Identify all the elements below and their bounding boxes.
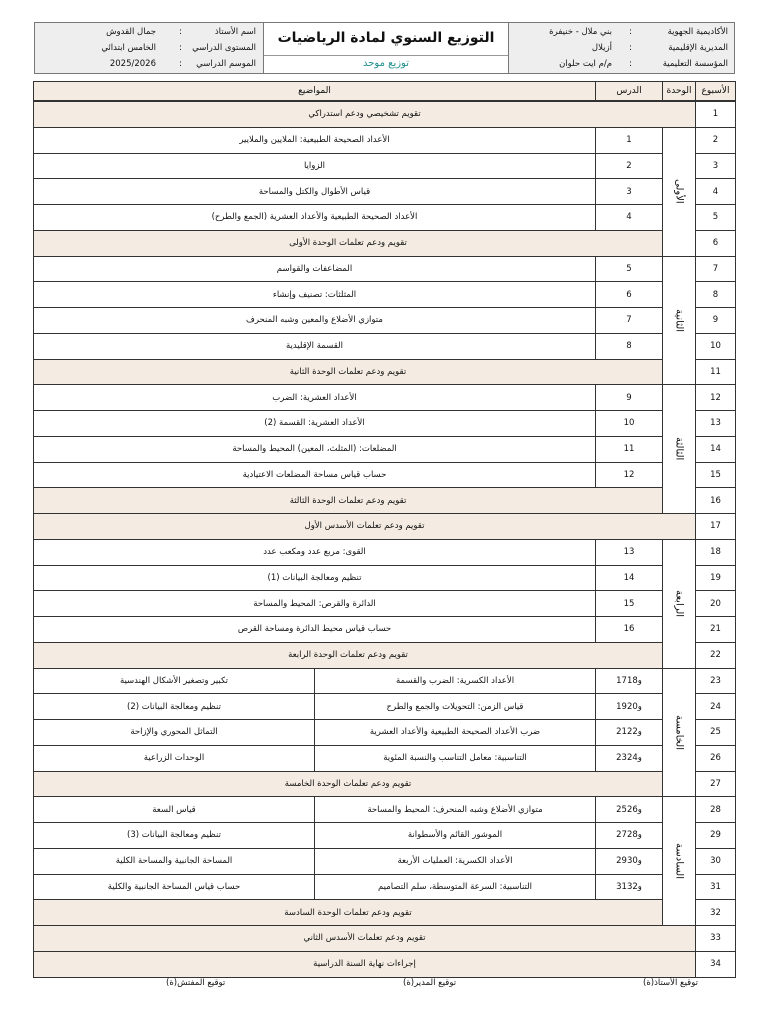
- lesson-topic-b: تنظيم ومعالجة البيانات (3): [33, 822, 315, 849]
- week-number: 22: [695, 642, 736, 669]
- header-teacher-value: [106, 24, 156, 40]
- lesson-topic-a: الأعداد الكسرية: العمليات الأربعة: [314, 848, 596, 875]
- lesson-topic: الزوايا: [33, 153, 596, 180]
- lesson-topic: المضلعات: (المثلث، المعين) المحيط والمساحة: [33, 436, 596, 463]
- level-value: الخامس ابتدائي: [101, 43, 156, 53]
- lesson-number: 15: [595, 590, 663, 617]
- header-academy-row: [668, 24, 728, 40]
- lesson-topic: الأعداد الصحيحة الطبيعية: الملايين والملايير: [33, 127, 596, 154]
- week-number: 11: [695, 359, 736, 386]
- header-title-box: [263, 23, 509, 73]
- week-number: 5: [695, 204, 736, 231]
- week-number: 7: [695, 256, 736, 283]
- unit-label: [662, 796, 696, 926]
- evaluation-row: تقويم ودعم تعلمات الأسدس الثاني: [33, 925, 696, 952]
- lesson-number: 6: [595, 281, 663, 308]
- lesson-number: 19و20: [595, 693, 663, 720]
- week-number: 1: [695, 101, 736, 128]
- directorate-sep: :: [629, 43, 632, 53]
- evaluation-row: تقويم ودعم تعلمات الوحدة الخامسة: [33, 771, 663, 798]
- lesson-topic: تنظيم ومعالجة البيانات (1): [33, 565, 596, 592]
- header-unit: الوحدة: [662, 81, 696, 101]
- week-number: 4: [695, 178, 736, 205]
- unit-label-text: الأولى: [673, 179, 685, 204]
- header-directorate-value: [592, 40, 612, 56]
- lesson-number: 10: [595, 410, 663, 437]
- lesson-number: 9: [595, 384, 663, 411]
- week-number: 13: [695, 410, 736, 437]
- week-number: 9: [695, 307, 736, 334]
- lesson-number: 17و18: [595, 668, 663, 695]
- header-topics: المواضيع: [33, 81, 596, 101]
- teacher-value: جمال القدوش: [106, 27, 156, 37]
- lesson-number: 3: [595, 178, 663, 205]
- week-number: 19: [695, 565, 736, 592]
- lesson-number: 11: [595, 436, 663, 463]
- unit-label: [662, 384, 696, 514]
- week-number: 24: [695, 693, 736, 720]
- academy-sep: :: [629, 27, 632, 37]
- header-directorate-sep: [629, 40, 632, 56]
- lesson-topic-b: حساب قياس المساحة الجانبية والكلية: [33, 874, 315, 901]
- teacher-sep: :: [179, 27, 182, 37]
- lesson-topic-a: قياس الزمن: التحويلات والجمع والطرح: [314, 693, 596, 720]
- lesson-topic: الأعداد العشرية: القسمة (2): [33, 410, 596, 437]
- week-number: 28: [695, 796, 736, 823]
- unit-label: [662, 539, 696, 669]
- lesson-topic-b: المساحة الجانبية والمساحة الكلية: [33, 848, 315, 875]
- evaluation-row: تقويم ودعم تعلمات الوحدة السادسة: [33, 899, 663, 926]
- academy-value: بني ملال - خنيفرة: [549, 27, 612, 37]
- lesson-number: 25و26: [595, 796, 663, 823]
- lesson-number: 16: [595, 616, 663, 643]
- lesson-topic-a: الأعداد الكسرية: الضرب والقسمة: [314, 668, 596, 695]
- header-week: الأسبوع: [695, 81, 736, 101]
- unit-label-text: الثانية: [673, 308, 685, 332]
- lesson-number: 2: [595, 153, 663, 180]
- week-number: 18: [695, 539, 736, 566]
- page-subtitle: توزيع موحد: [264, 55, 508, 72]
- header-teacher-info: [35, 23, 262, 73]
- lesson-topic: القسمة الإقليدية: [33, 333, 596, 360]
- header-teacher-sep: [179, 24, 182, 40]
- directorate-value: أزيلال: [591, 43, 612, 53]
- academy-label: الأكاديمية الجهوية: [667, 27, 728, 37]
- document-header: [34, 22, 735, 74]
- lesson-topic-a: ضرب الأعداد الصحيحة الطبيعية والأعداد العشرية: [314, 719, 596, 746]
- lesson-topic-b: قياس السعة: [33, 796, 315, 823]
- header-academy-sep: [629, 24, 632, 40]
- header-lesson: الدرس: [595, 81, 663, 101]
- lesson-topic-b: التماثل المحوري والإزاحة: [33, 719, 315, 746]
- lesson-number: 7: [595, 307, 663, 334]
- week-number: 29: [695, 822, 736, 849]
- level-label: المستوى الدراسي: [192, 43, 256, 53]
- level-sep: :: [179, 43, 182, 53]
- unit-label: [662, 256, 696, 386]
- lesson-topic-a: متوازي الأضلاع وشبه المنحرف: المحيط والمساحة: [314, 796, 596, 823]
- week-number: 31: [695, 874, 736, 901]
- unit-label-text: الرابعة: [673, 590, 685, 618]
- lesson-topic-b: الوحدات الزراعية: [33, 745, 315, 772]
- lesson-topic: قياس الأطوال والكتل والمساحة: [33, 178, 596, 205]
- lesson-topic: القوى: مربع عدد ومكعب عدد: [33, 539, 596, 566]
- lesson-number: 8: [595, 333, 663, 360]
- unit-label-text: الثالثة: [673, 437, 685, 461]
- distribution-table: [33, 81, 736, 972]
- week-number: 25: [695, 719, 736, 746]
- header-school-row: [663, 56, 728, 72]
- unit-label-text: الخامسة: [673, 714, 685, 750]
- header-school-sep: [629, 56, 632, 72]
- lesson-number: 12: [595, 462, 663, 489]
- week-number: 2: [695, 127, 736, 154]
- signature-inspector: توقيع المفتش(ة): [166, 978, 226, 988]
- header-year-sep: [179, 56, 182, 72]
- page-title: التوزيع السنوي لمادة الرياضيات: [277, 30, 495, 46]
- week-number: 27: [695, 771, 736, 798]
- unit-label-text: السادسة: [673, 843, 685, 880]
- evaluation-row: إجراءات نهاية السنة الدراسية: [33, 951, 696, 978]
- evaluation-row: تقويم ودعم تعلمات الوحدة الثالثة: [33, 487, 663, 514]
- lesson-topic: متوازي الأضلاع والمعين وشبه المنحرف: [33, 307, 596, 334]
- week-number: 16: [695, 487, 736, 514]
- teacher-label: اسم الأستاذ: [214, 27, 256, 37]
- week-number: 14: [695, 436, 736, 463]
- week-number: 33: [695, 925, 736, 952]
- week-number: 15: [695, 462, 736, 489]
- header-institution-info: [507, 23, 734, 73]
- lesson-number: 1: [595, 127, 663, 154]
- lesson-topic: الأعداد العشرية: الضرب: [33, 384, 596, 411]
- school-value: م/م ايت حلوان: [559, 59, 612, 69]
- lesson-topic-b: تنظيم ومعالجة البيانات (2): [33, 693, 315, 720]
- header-teacher-row: [215, 24, 256, 40]
- year-value: 2025/2026: [109, 59, 156, 69]
- week-number: 34: [695, 951, 736, 978]
- lesson-topic: حساب قياس مساحة المضلعات الاعتيادية: [33, 462, 596, 489]
- evaluation-row: تقويم ودعم تعلمات الوحدة الأولى: [33, 230, 663, 257]
- lesson-topic-a: الموشور القائم والأسطوانة: [314, 822, 596, 849]
- header-academy-value: [549, 24, 612, 40]
- week-number: 17: [695, 513, 736, 540]
- school-label: المؤسسة التعليمية: [662, 59, 728, 69]
- lesson-topic-b: تكبير وتصغير الأشكال الهندسية: [33, 668, 315, 695]
- lesson-topic-a: التناسبية: معامل التناسب والنسبة المئوية: [314, 745, 596, 772]
- week-number: 26: [695, 745, 736, 772]
- year-label: الموسم الدراسي: [196, 59, 256, 69]
- header-year-row: [196, 56, 256, 72]
- school-sep: :: [629, 59, 632, 69]
- signature-director: توقيع المدير(ة): [403, 978, 457, 988]
- signature-teacher: توقيع الأستاذ(ة): [643, 978, 698, 988]
- lesson-topic: المضاعفات والقواسم: [33, 256, 596, 283]
- lesson-number: 5: [595, 256, 663, 283]
- lesson-topic: الدائرة والقرص: المحيط والمساحة: [33, 590, 596, 617]
- lesson-number: 13: [595, 539, 663, 566]
- lesson-topic: المثلثات: تصنيف وإنشاء: [33, 281, 596, 308]
- lesson-number: 27و28: [595, 822, 663, 849]
- week-number: 6: [695, 230, 736, 257]
- lesson-topic: الأعداد الصحيحة الطبيعية والأعداد العشرية (الجمع والطرح): [33, 204, 596, 231]
- week-number: 12: [695, 384, 736, 411]
- header-year-value: [110, 56, 156, 72]
- evaluation-row: تقويم ودعم تعلمات الوحدة الرابعة: [33, 642, 663, 669]
- header-directorate-row: [668, 40, 728, 56]
- lesson-number: 29و30: [595, 848, 663, 875]
- week-number: 32: [695, 899, 736, 926]
- evaluation-row: تقويم ودعم تعلمات الأسدس الأول: [33, 513, 696, 540]
- header-level-value: [101, 40, 156, 56]
- lesson-number: 14: [595, 565, 663, 592]
- header-level-sep: [179, 40, 182, 56]
- lesson-number: 31و32: [595, 874, 663, 901]
- week-number: 23: [695, 668, 736, 695]
- unit-label: [662, 668, 696, 798]
- lesson-number: 23و24: [595, 745, 663, 772]
- directorate-label: المديرية الإقليمية: [668, 43, 728, 53]
- week-number: 10: [695, 333, 736, 360]
- week-number: 8: [695, 281, 736, 308]
- week-number: 20: [695, 590, 736, 617]
- evaluation-row: تقويم ودعم تعلمات الوحدة الثانية: [33, 359, 663, 386]
- header-school-value: [559, 56, 612, 72]
- week-number: 30: [695, 848, 736, 875]
- year-sep: :: [179, 59, 182, 69]
- lesson-number: 21و22: [595, 719, 663, 746]
- lesson-number: 4: [595, 204, 663, 231]
- unit-label: [662, 127, 696, 257]
- lesson-topic: حساب قياس محيط الدائرة ومساحة القرص: [33, 616, 596, 643]
- week-number: 3: [695, 153, 736, 180]
- week-number: 21: [695, 616, 736, 643]
- lesson-topic-a: التناسبية: السرعة المتوسطة، سلم التصاميم: [314, 874, 596, 901]
- header-level-row: [192, 40, 256, 56]
- evaluation-row: تقويم تشخيصي ودعم استدراكي: [33, 101, 696, 128]
